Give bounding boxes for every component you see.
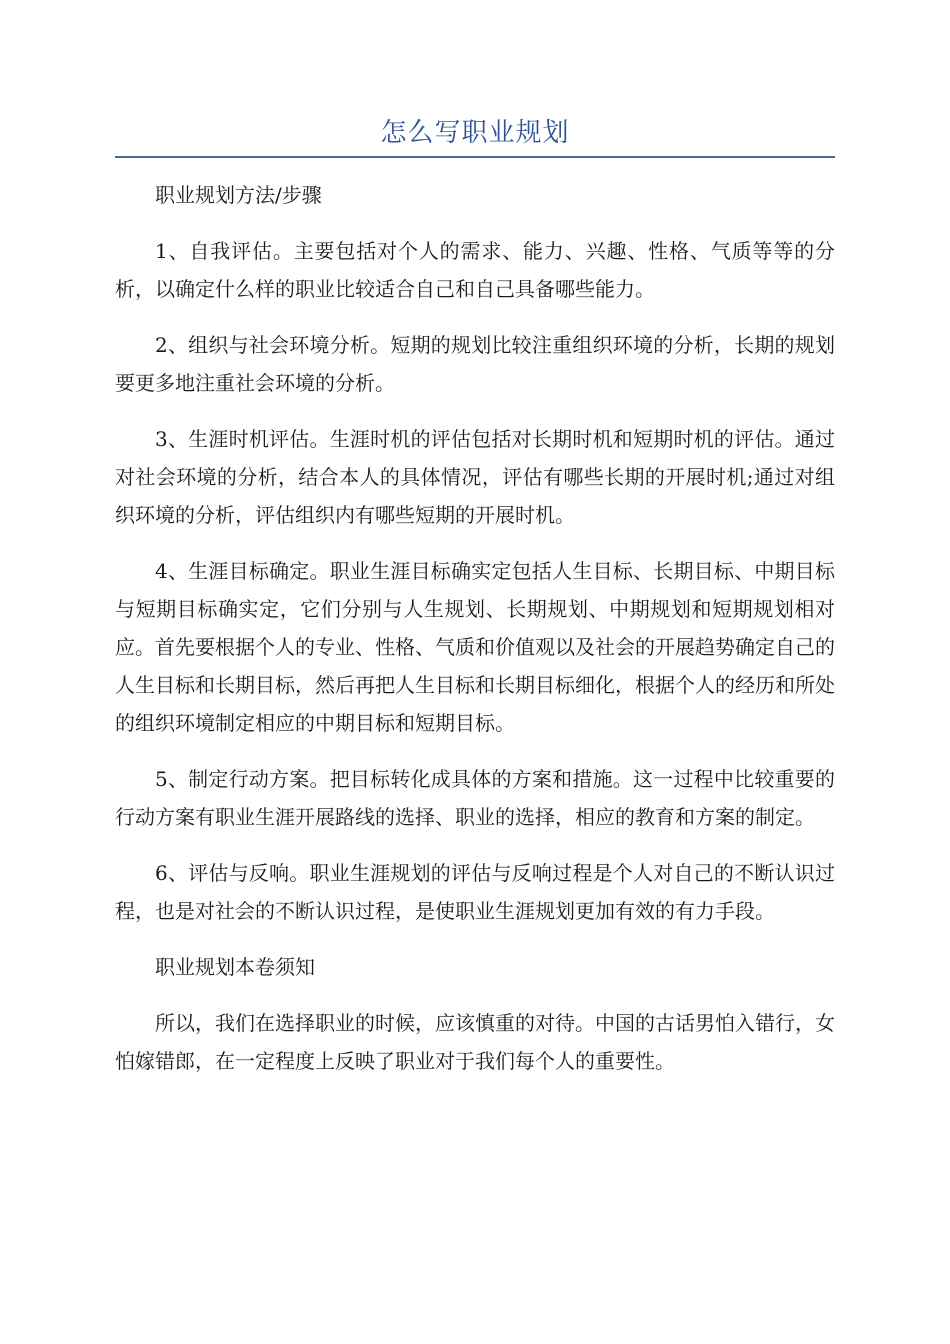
page-title: 怎么写职业规划 — [380, 118, 570, 148]
paragraph-step-2: 2、组织与社会环境分析。短期的规划比较注重组织环境的分析，长期的规划要更多地注重社会环境的分析。 — [115, 333, 835, 395]
paragraph-conclusion: 所以，我们在选择职业的时候，应该慎重的对待。中国的古话男怕入错行，女怕嫁错郎，在一定程度上反映了职业对于我们每个人的重要性。 — [115, 1011, 835, 1073]
paragraph-step-4: 4、生涯目标确定。职业生涯目标确实定包括人生目标、长期目标、中期目标与短期目标确实定，它们分别与人生规划、长期规划、中期规划和短期规划相对应。首先要根据个人的专业、性格、气质和价值观以及社会的开展趋势确定自己的人生目标和长期目标，然后再把人生目标和长期目标细化，根据个人的经历和所处的组织环境制定相应的中期目标和短期目标。 — [115, 559, 835, 735]
section-heading-notes: 职业规划本卷须知 — [155, 955, 315, 979]
paragraph-step-1: 1、自我评估。主要包括对个人的需求、能力、兴趣、性格、气质等等的分析，以确定什么样的职业比较适合自己和自己具备哪些能力。 — [115, 239, 835, 301]
paragraph-step-5: 5、制定行动方案。把目标转化成具体的方案和措施。这一过程中比较重要的行动方案有职业生涯开展路线的选择、职业的选择，相应的教育和方案的制定。 — [115, 767, 835, 829]
title-block — [115, 112, 835, 158]
document-body — [115, 176, 835, 1098]
section-heading-methods: 职业规划方法/步骤 — [155, 183, 322, 207]
paragraph-step-3: 3、生涯时机评估。生涯时机的评估包括对长期时机和短期时机的评估。通过对社会环境的分析，结合本人的具体情况，评估有哪些长期的开展时机;通过对组织环境的分析，评估组织内有哪些短期的开展时机。 — [115, 427, 835, 527]
paragraph-step-6: 6、评估与反响。职业生涯规划的评估与反响过程是个人对自己的不断认识过程，也是对社会的不断认识过程，是使职业生涯规划更加有效的有力手段。 — [115, 861, 835, 923]
